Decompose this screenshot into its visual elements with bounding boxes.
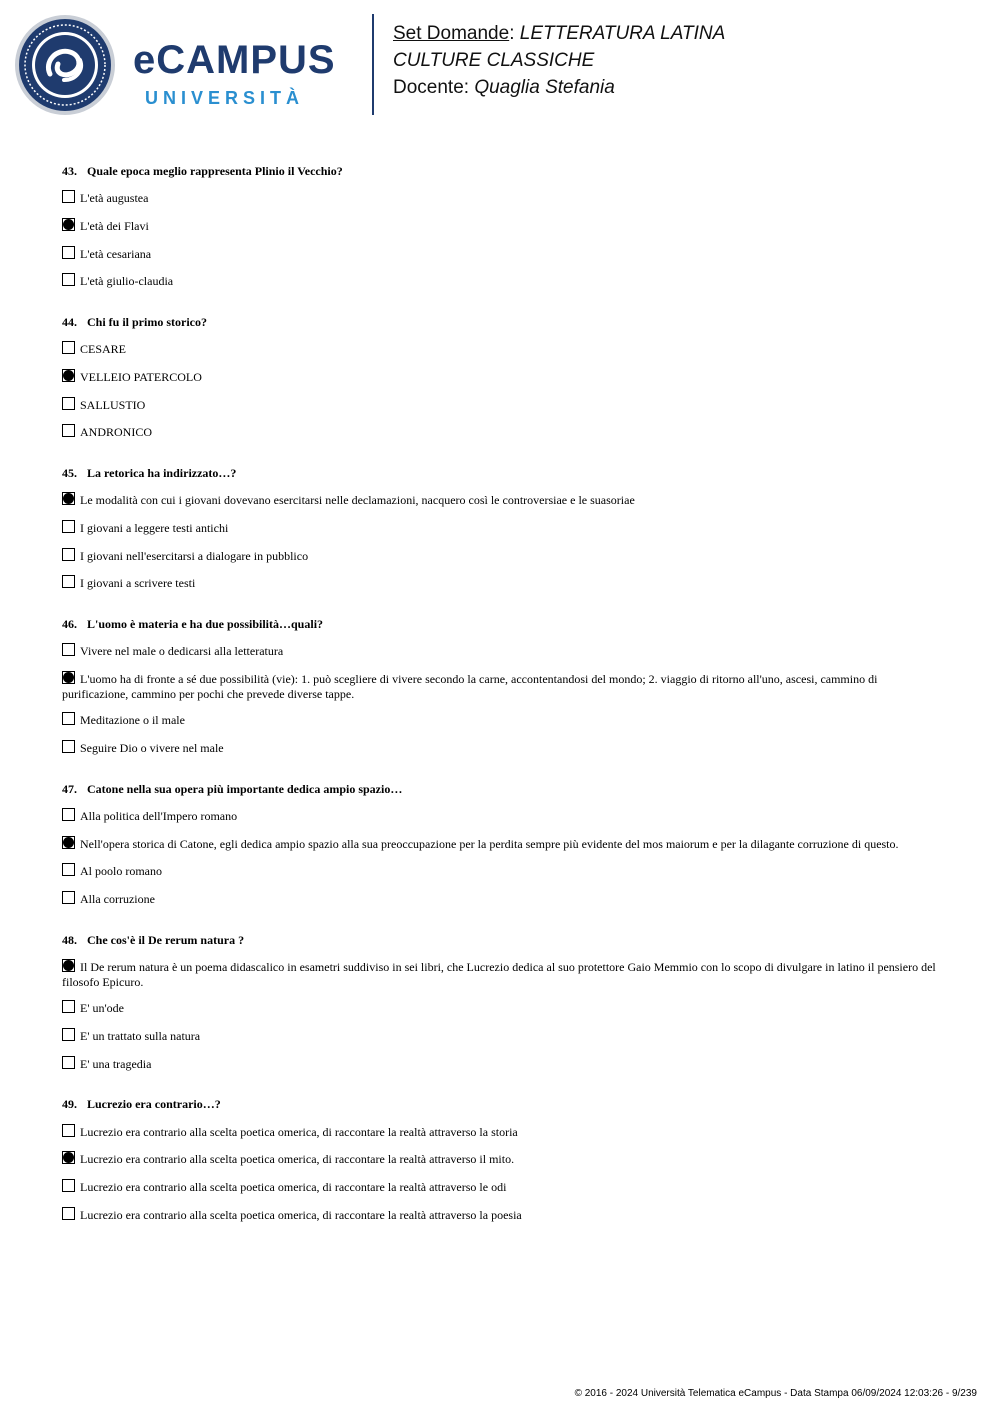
checkbox-selected[interactable] (62, 218, 75, 231)
checkbox[interactable] (62, 712, 75, 725)
question-text: Che cos'è il De rerum natura ? (87, 933, 245, 947)
teacher-value: Quaglia Stefania (474, 77, 615, 98)
answer-option[interactable] (62, 425, 942, 440)
option-label: Lucrezio era contrario alla scelta poetica omerica, di raccontare la realtà attraverso le odi (80, 1180, 507, 1194)
question-number: 46. (62, 617, 77, 631)
option-label: L'età dei Flavi (80, 219, 149, 233)
question-number: 44. (62, 315, 77, 329)
answer-option[interactable] (62, 809, 942, 824)
checkbox[interactable] (62, 273, 75, 286)
checkbox[interactable] (62, 1124, 75, 1137)
checkbox-selected[interactable] (62, 671, 75, 684)
answer-option[interactable] (62, 549, 942, 564)
set-separator: : (509, 23, 520, 44)
option-label: E' un'ode (80, 1001, 124, 1015)
answer-option[interactable] (62, 713, 942, 728)
option-label: I giovani nell'esercitarsi a dialogare in pubblico (80, 549, 309, 563)
answer-option[interactable] (62, 521, 942, 536)
checkbox[interactable] (62, 246, 75, 259)
option-label: Nell'opera storica di Catone, egli dedica ampio spazio alla sua preoccupazione per la perdita sempre più evidente del mos maiorum e per la dilagante corruzione di questo. (80, 837, 899, 851)
question-number: 49. (62, 1097, 77, 1111)
checkbox-selected[interactable] (62, 492, 75, 505)
answer-option[interactable] (62, 741, 942, 756)
question-title (62, 933, 244, 948)
option-label: Vivere nel male o dedicarsi alla letteratura (80, 644, 284, 658)
option-label: Al poolo romano (80, 864, 162, 878)
checkbox-selected[interactable] (62, 959, 75, 972)
option-label: I giovani a scrivere testi (80, 576, 196, 590)
option-label: VELLEIO PATERCOLO (80, 370, 202, 384)
option-label: Alla corruzione (80, 892, 155, 906)
university-seal-logo (14, 14, 116, 116)
option-label: L'uomo ha di fronte a sé due possibilità (vie): 1. può scegliere di vivere secondo la carne, accontentandosi del mondo; 2. viaggio di ritorno all'uno, ascesi, cammino di purificazione, cammino per pochi che prevede diverse tappe. (62, 672, 878, 701)
question-text: Chi fu il primo storico? (87, 315, 207, 329)
checkbox[interactable] (62, 808, 75, 821)
teacher-label: Docente: (393, 77, 475, 98)
question-title (62, 617, 323, 632)
answer-option[interactable] (62, 1029, 942, 1044)
answer-option[interactable] (62, 1180, 942, 1195)
question-number: 47. (62, 782, 77, 796)
answer-option[interactable] (62, 837, 942, 852)
answer-option[interactable] (62, 864, 942, 879)
checkbox[interactable] (62, 1056, 75, 1069)
page-footer: © 2016 - 2024 Università Telematica eCampus - Data Stampa 06/09/2024 12:03:26 - 9/239 (574, 1388, 977, 1399)
question-title (62, 782, 402, 797)
option-label: Alla politica dell'Impero romano (80, 809, 238, 823)
answer-option[interactable] (62, 1125, 942, 1140)
option-label: Meditazione o il male (80, 713, 185, 727)
checkbox[interactable] (62, 740, 75, 753)
question-number: 48. (62, 933, 77, 947)
option-label: Le modalità con cui i giovani dovevano esercitarsi nelle declamazioni, nacquero così le controversiae e le suasoriae (80, 493, 635, 507)
answer-option[interactable] (62, 493, 942, 508)
option-label: Lucrezio era contrario alla scelta poetica omerica, di raccontare la realtà attraverso la poesia (80, 1208, 522, 1222)
question-title (62, 1097, 221, 1112)
option-label: E' una tragedia (80, 1057, 152, 1071)
answer-option[interactable] (62, 191, 942, 206)
header-info (393, 20, 725, 101)
ecampus-wordmark-logo (133, 38, 363, 110)
answer-option[interactable] (62, 576, 942, 591)
teacher-line (393, 74, 725, 101)
option-label: L'età augustea (80, 191, 149, 205)
answer-option[interactable] (62, 1208, 942, 1223)
answer-option[interactable] (62, 672, 942, 702)
set-line (393, 20, 725, 47)
answer-option[interactable] (62, 892, 942, 907)
option-label: L'età cesariana (80, 247, 152, 261)
answer-option[interactable] (62, 644, 942, 659)
answer-option[interactable] (62, 247, 942, 262)
set-label: Set Domande (393, 23, 510, 44)
answer-option[interactable] (62, 1152, 942, 1167)
set-value-line2: CULTURE CLASSICHE (393, 50, 595, 71)
logo-subtitle: UNIVERSITÀ (145, 88, 305, 108)
option-label: Seguire Dio o vivere nel male (80, 741, 224, 755)
answer-option[interactable] (62, 960, 942, 990)
set-value: LETTERATURA LATINA (519, 23, 726, 44)
checkbox[interactable] (62, 520, 75, 533)
question-text: Quale epoca meglio rappresenta Plinio il Vecchio? (87, 164, 343, 178)
answer-option[interactable] (62, 342, 942, 357)
answer-option[interactable] (62, 398, 942, 413)
checkbox[interactable] (62, 1207, 75, 1220)
header-divider (372, 14, 374, 115)
checkbox[interactable] (62, 341, 75, 354)
question-title (62, 315, 207, 330)
option-label: Lucrezio era contrario alla scelta poetica omerica, di raccontare la realtà attraverso la storia (80, 1125, 518, 1139)
checkbox[interactable] (62, 1028, 75, 1041)
option-label: CESARE (80, 342, 127, 356)
checkbox[interactable] (62, 575, 75, 588)
checkbox[interactable] (62, 1179, 75, 1192)
option-label: I giovani a leggere testi antichi (80, 521, 229, 535)
option-label: Il De rerum natura è un poema didascalico in esametri suddiviso in sei libri, che Lucrezio dedica al suo protettore Gaio Memmio con lo scopo di divulgare in latino il pensiero del filosofo Epicuro. (62, 960, 936, 989)
question-text: Catone nella sua opera più importante dedica ampio spazio… (87, 782, 403, 796)
answer-option[interactable] (62, 274, 942, 289)
checkbox[interactable] (62, 424, 75, 437)
option-label: ANDRONICO (80, 425, 152, 439)
checkbox-selected[interactable] (62, 369, 75, 382)
checkbox[interactable] (62, 397, 75, 410)
answer-option[interactable] (62, 219, 942, 234)
checkbox[interactable] (62, 891, 75, 904)
option-label: SALLUSTIO (80, 398, 146, 412)
answer-option[interactable] (62, 1001, 942, 1016)
option-label: E' un trattato sulla natura (80, 1029, 201, 1043)
checkbox[interactable] (62, 863, 75, 876)
logo-name: eCAMPUS (133, 38, 336, 82)
question-text: Lucrezio era contrario…? (87, 1097, 221, 1111)
option-label: L'età giulio-claudia (80, 274, 174, 288)
question-text: L'uomo è materia e ha due possibilità…quali? (87, 617, 324, 631)
question-number: 45. (62, 466, 77, 480)
question-text: La retorica ha indirizzato…? (87, 466, 237, 480)
checkbox-selected[interactable] (62, 1151, 75, 1164)
page-header (0, 0, 1000, 130)
answer-option[interactable] (62, 370, 942, 385)
checkbox-selected[interactable] (62, 836, 75, 849)
question-title (62, 164, 343, 179)
question-number: 43. (62, 164, 77, 178)
checkbox[interactable] (62, 190, 75, 203)
answer-option[interactable] (62, 1057, 942, 1072)
question-title (62, 466, 236, 481)
checkbox[interactable] (62, 643, 75, 656)
checkbox[interactable] (62, 548, 75, 561)
option-label: Lucrezio era contrario alla scelta poetica omerica, di raccontare la realtà attraverso il mito. (80, 1152, 515, 1166)
checkbox[interactable] (62, 1000, 75, 1013)
